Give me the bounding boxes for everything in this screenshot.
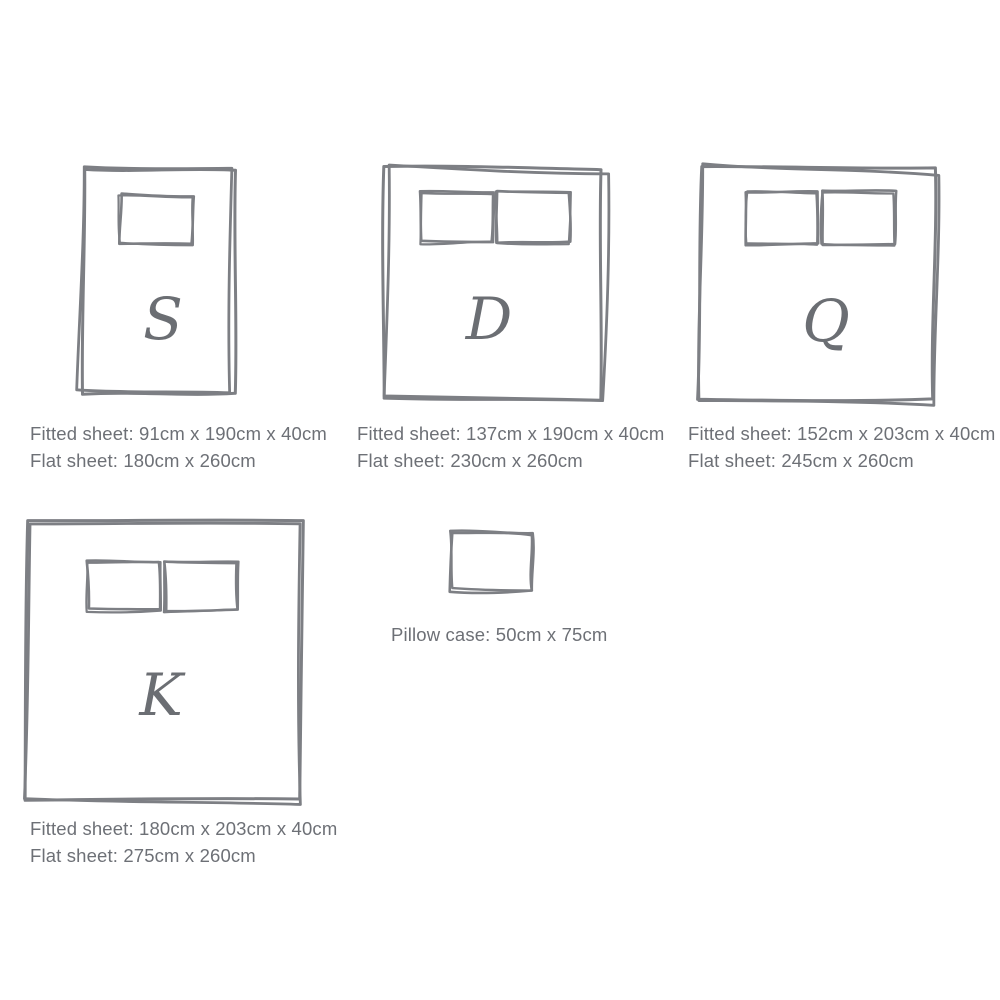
queen-flat-sheet-text: Flat sheet: 245cm x 260cm <box>688 450 914 471</box>
sketch-stroke <box>77 164 237 395</box>
sketch-stroke <box>119 194 194 244</box>
king-size-letter: K <box>139 661 183 729</box>
sketch-stroke <box>82 169 236 394</box>
double-flat-sheet-text: Flat sheet: 230cm x 260cm <box>357 450 583 471</box>
single-size-label <box>30 420 327 474</box>
pillow-case-label <box>391 621 607 648</box>
queen-fitted-sheet-text: Fitted sheet: 152cm x 203cm x 40cm <box>688 423 996 444</box>
sketch-stroke <box>821 192 895 246</box>
sketch-stroke <box>496 191 571 245</box>
double-size-label <box>357 420 664 474</box>
single-bed-illustration <box>77 164 237 395</box>
queen-size-label <box>688 420 995 474</box>
sketch-stroke <box>164 562 237 612</box>
pillow-case-text: Pillow case: 50cm x 75cm <box>391 624 608 645</box>
sketch-stroke <box>450 533 532 593</box>
sketch-stroke <box>420 193 493 245</box>
sketch-stroke <box>118 195 193 245</box>
sketch-stroke <box>450 530 534 590</box>
double-fitted-sheet-text: Fitted sheet: 137cm x 190cm x 40cm <box>357 423 665 444</box>
king-size-label <box>30 815 337 869</box>
sketch-stroke <box>822 190 896 245</box>
sketch-stroke <box>87 560 160 609</box>
single-fitted-sheet-text: Fitted sheet: 91cm x 190cm x 40cm <box>30 423 327 444</box>
sketch-stroke <box>420 191 494 242</box>
sketch-stroke <box>86 562 161 613</box>
king-fitted-sheet-text: Fitted sheet: 180cm x 203cm x 40cm <box>30 818 338 839</box>
sketch-stroke <box>745 191 817 245</box>
single-size-letter: S <box>143 285 183 353</box>
king-flat-sheet-text: Flat sheet: 275cm x 260cm <box>30 845 256 866</box>
pillow-case-illustration <box>450 530 534 593</box>
double-size-letter: D <box>465 285 513 353</box>
single-flat-sheet-text: Flat sheet: 180cm x 260cm <box>30 450 256 471</box>
sketch-stroke <box>496 191 571 243</box>
sketch-stroke <box>746 191 819 245</box>
sketch-stroke <box>163 561 239 612</box>
queen-size-letter: Q <box>802 287 850 355</box>
